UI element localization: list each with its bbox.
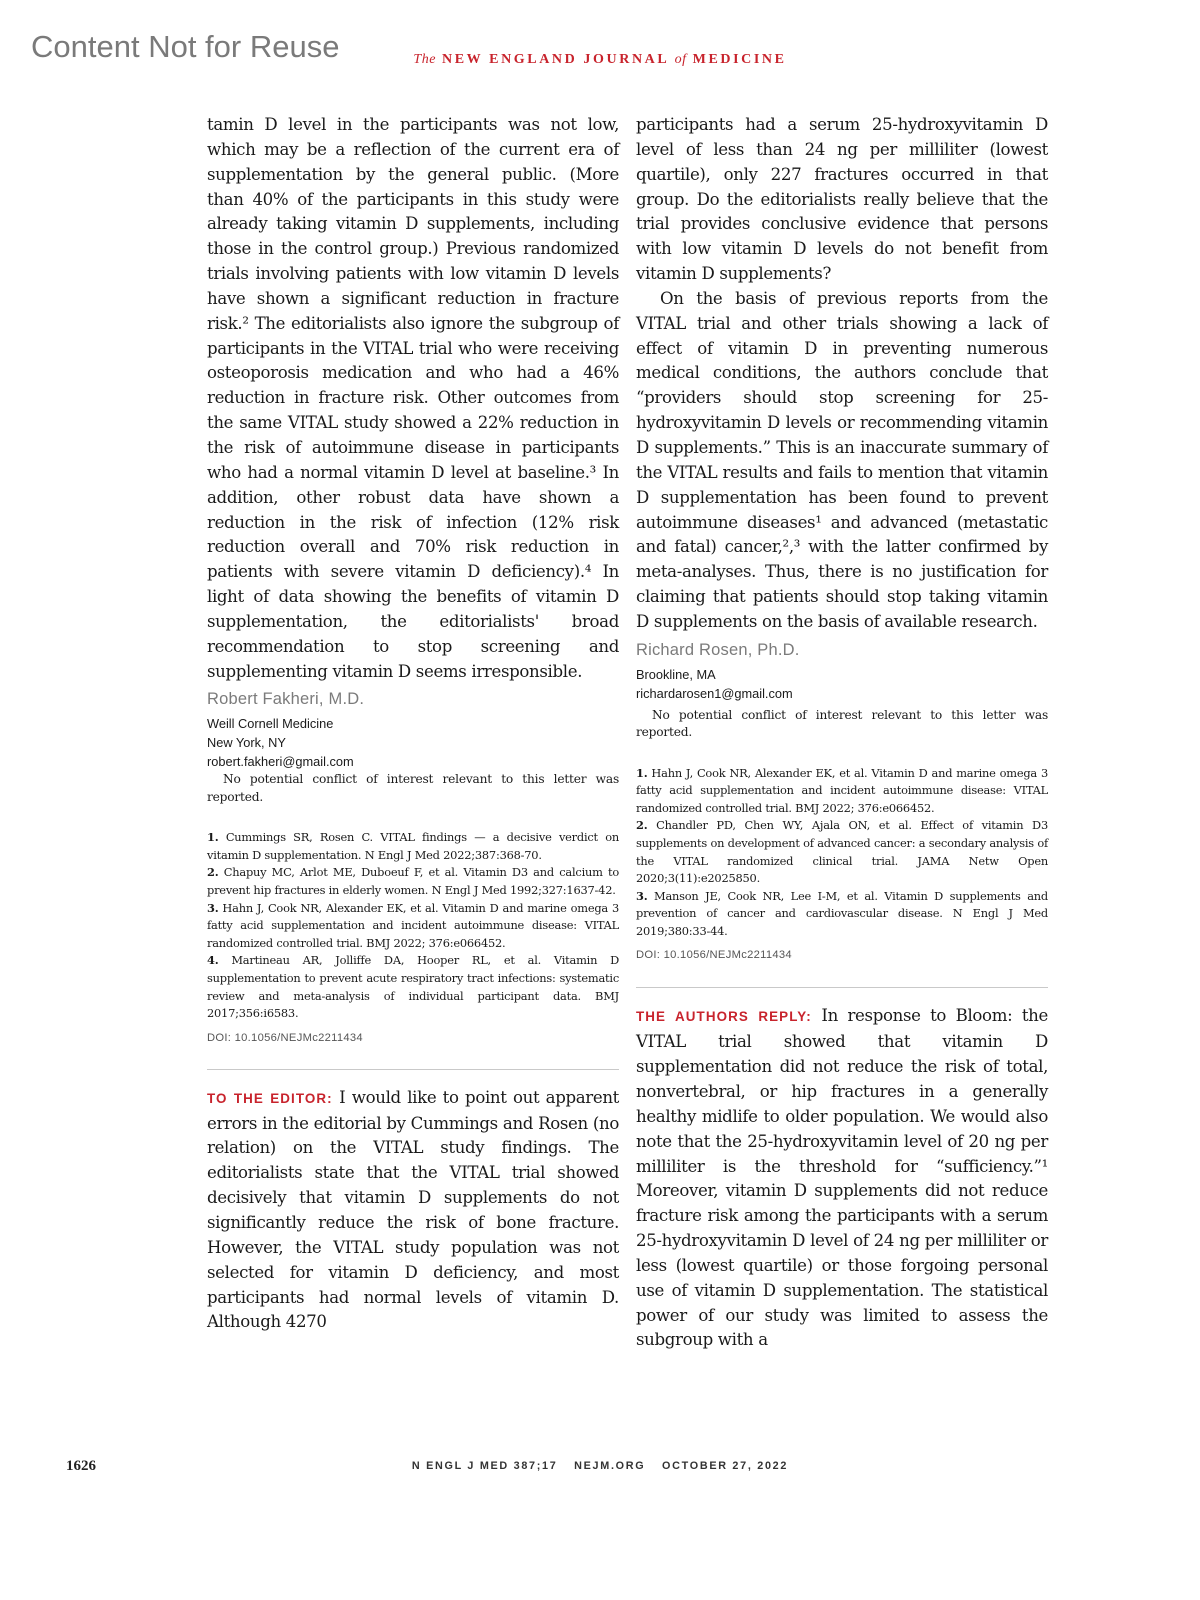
reference-item (636, 888, 1048, 941)
to-editor-label: TO THE EDITOR: (207, 1090, 333, 1106)
masthead-the: The (413, 52, 436, 67)
reference-text: Manson JE, Cook NR, Lee I-M, et al. Vitamin D supplements and prevention of cancer and cardiovascular disease. N Engl J Med 2019;380:33-44. (636, 888, 1048, 938)
reference-number: 2. (636, 818, 648, 833)
letter-paragraph: On the basis of previous reports from the VITAL trial and other trials showing a lack of effect of vitamin D in preventing numerous medical conditions, the authors conclude that “providers should stop screening for 25-hydroxyvitamin D levels or recommending vitamin D supplements.” This is an inaccurate summary of the VITAL results and fails to mention that vitamin D supplementation has been found to prevent autoimmune diseases¹ and advanced (metastatic and fatal) cancer,²,³ with the latter confirmed by meta-analyses. Thus, there is no justification for claiming that patients should stop taking vitamin D supplements on the basis of available research. (636, 288, 1048, 631)
authors-reply (636, 1004, 1048, 1353)
site-link[interactable]: NEJM.ORG (574, 1460, 646, 1472)
reference-item (207, 864, 619, 899)
reference-item (207, 952, 619, 1022)
authors-reply-label: THE AUTHORS REPLY: (636, 1009, 812, 1025)
reference-item (636, 765, 1048, 818)
reference-list (636, 765, 1048, 941)
author-affiliation-block (636, 665, 1048, 703)
journal-masthead (0, 52, 1200, 68)
issue-date: OCTOBER 27, 2022 (662, 1460, 789, 1472)
masthead-medicine: MEDICINE (692, 52, 787, 67)
doi-link[interactable]: DOI: 10.1056/NEJMc2211434 (636, 949, 792, 962)
page-footer (0, 1458, 1200, 1478)
conflict-statement: No potential conflict of interest relevant to this letter was reported. (636, 707, 1048, 740)
author-location: New York, NY (207, 735, 286, 751)
right-column (636, 113, 1048, 1353)
watermark: Content Not for Reuse (31, 29, 340, 64)
section-divider (636, 987, 1048, 988)
reference-item (636, 817, 1048, 887)
citation: N ENGL J MED 387;17 (411, 1460, 558, 1472)
to-editor-text: I would like to point out apparent errors in the editorial by Cummings and Rosen (no relation) on the VITAL study findings. The editorialists state that the VITAL trial showed decisively that vitamin D supplements do not significantly reduce the risk of bone fracture. However, the VITAL study population was not selected for vitamin D deficiency, and most participants had normal levels of vitamin D. Although 4270 (207, 1087, 619, 1332)
reference-item (207, 829, 619, 864)
author-email[interactable]: robert.fakheri@gmail.com (207, 754, 354, 770)
section-divider (207, 1069, 619, 1070)
reference-text: Hahn J, Cook NR, Alexander EK, et al. Vitamin D and marine omega 3 fatty acid supplementation and incident autoimmune disease: VITAL randomized controlled trial. BMJ 2022; 376:e066452. (636, 765, 1048, 815)
author-name: Robert Fakheri, M.D. (207, 690, 365, 709)
masthead-journal: NEW ENGLAND JOURNAL (442, 52, 669, 67)
conflict-statement: No potential conflict of interest relevant to this letter was reported. (207, 772, 619, 804)
doi-link[interactable]: DOI: 10.1056/NEJMc2211434 (207, 1031, 363, 1044)
reference-number: 2. (207, 865, 219, 880)
reference-number: 4. (207, 953, 219, 968)
to-editor-letter (207, 1086, 619, 1335)
reference-text: Chandler PD, Chen WY, Ajala ON, et al. Effect of vitamin D3 supplements on development of advanced cancer: a secondary analysis of the VITAL randomized clinical trial. JAMA Netw Open 2020;3(11):e2025850. (636, 818, 1048, 886)
journal-citation-line (0, 1460, 1200, 1472)
reference-number: 3. (207, 900, 219, 915)
author-email[interactable]: richardarosen1@gmail.com (636, 685, 793, 701)
masthead-of: of (674, 52, 687, 67)
reference-list (207, 829, 619, 1023)
reference-item (207, 900, 619, 953)
reference-number: 3. (636, 888, 648, 903)
author-location: Brookline, MA (636, 666, 716, 682)
reference-text: Hahn J, Cook NR, Alexander EK, et al. Vitamin D and marine omega 3 fatty acid supplementation and incident autoimmune disease: VITAL randomized controlled trial. BMJ 2022; 376:e066452. (207, 900, 619, 950)
authors-reply-text: In response to Bloom: the VITAL trial showed that vitamin D supplementation did not reduce the risk of total, nonvertebral, or hip fractures in a generally healthy midlife to older population. We would also note that the 25-hydroxyvitamin level of 20 ng per milliliter is the threshold for “sufficiency.”¹ Moreover, vitamin D supplements did not reduce fracture risk among the participants with a serum 25-hydroxyvitamin D level of 24 ng per milliliter or less (lowest quartile) or those forgoing personal use of vitamin D supplementation. The statistical power of our study was limited to assess the subgroup with a (636, 1006, 1048, 1350)
page-number: 1626 (66, 1458, 96, 1474)
reference-text: Chapuy MC, Arlot ME, Duboeuf F, et al. Vitamin D3 and calcium to prevent hip fractures in elderly women. N Engl J Med 1992;327:1637-42. (207, 865, 620, 897)
author-affiliation: Weill Cornell Medicine (207, 716, 334, 732)
author-affiliation-block (207, 714, 619, 771)
reference-number: 1. (207, 830, 219, 845)
reference-text: Martineau AR, Jolliffe DA, Hooper RL, et al. Vitamin D supplementation to prevent acute respiratory tract infections: systematic review and meta-analysis of individual participant data. BMJ 2017;356:i6583. (207, 953, 620, 1021)
letter-body-end: tamin D level in the participants was not low, which may be a reflection of the current era of supplementation by the general public. (More than 40% of the participants in this study were already taking vitamin D supplements, including those in the control group.) Previous randomized trials involving patients with low vitamin D levels have shown a significant reduction in fracture risk.² The editorialists also ignore the subgroup of participants in the VITAL trial who were receiving osteoporosis medication and who had a 46% reduction in fracture risk. Other outcomes from the same VITAL study showed a 22% reduction in the risk of autoimmune disease in participants who had a normal vitamin D level at baseline.³ In addition, other robust data have shown a reduction in the risk of infection (12% risk reduction overall and 70% risk reduction in patients with severe vitamin D deficiency).⁴ In light of data showing the benefits of vitamin D supplementation, the editorialists' broad recommendation to stop screening and supplementing vitamin D seems irresponsible. (207, 115, 619, 681)
reference-text: Cummings SR, Rosen C. VITAL findings — a decisive verdict on vitamin D supplementation. N Engl J Med 2022;387:368-70. (207, 830, 620, 862)
left-column (207, 113, 619, 1335)
author-name: Richard Rosen, Ph.D. (636, 640, 800, 659)
reference-number: 1. (636, 765, 648, 780)
letter-paragraph: participants had a serum 25-hydroxyvitamin D level of less than 24 ng per milliliter (lowest quartile), only 227 fractures occurred in that group. Do the editorialists really believe that the trial provides conclusive evidence that persons with low vitamin D levels do not benefit from vitamin D supplements? (636, 115, 1048, 284)
